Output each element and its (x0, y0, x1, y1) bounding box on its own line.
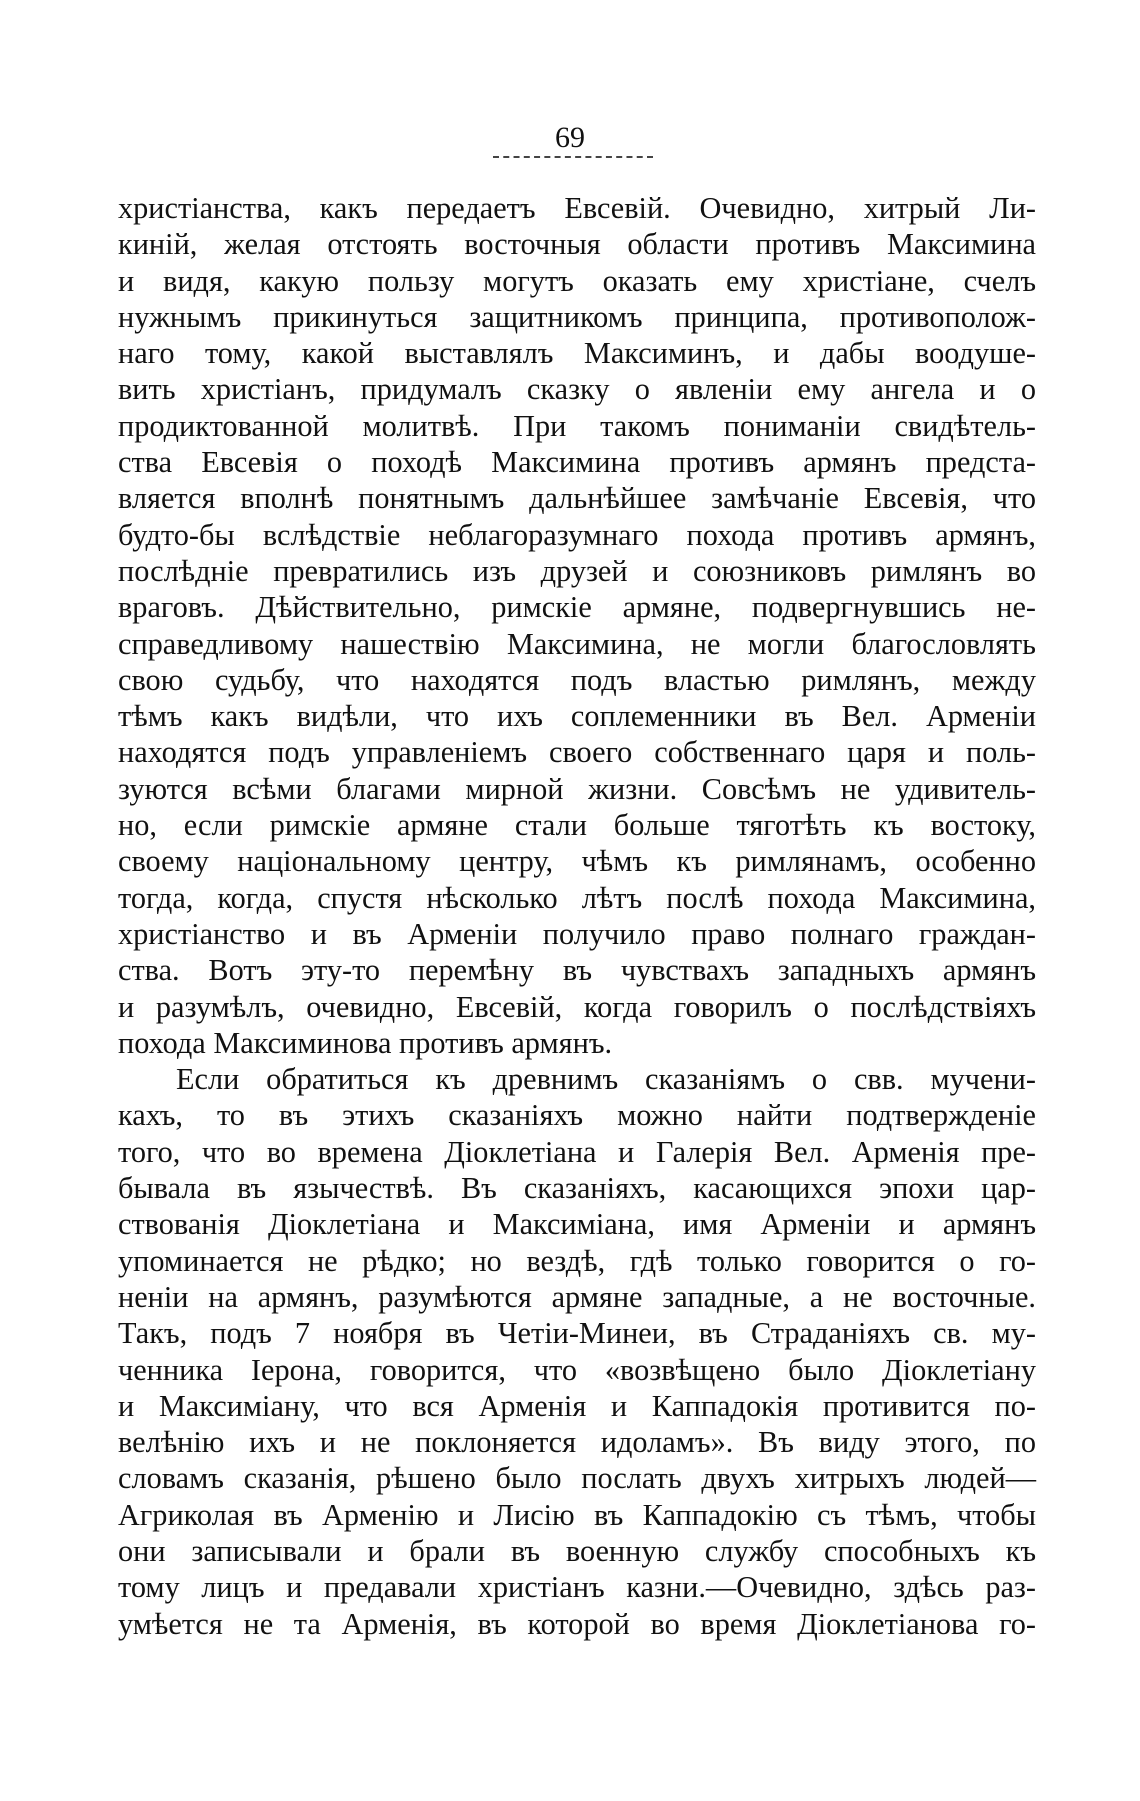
text-line: нужнымъ прикинуться защитникомъ принципа, противополож- (118, 299, 1036, 334)
page-number: 69 (555, 121, 585, 154)
text-line: словамъ сказанія, рѣшено было послать двухъ хитрыхъ людей— (118, 1461, 1036, 1496)
text-line: умѣется не та Арменія, въ которой во время Діоклетіанова го- (118, 1606, 1036, 1641)
text-line: справедливому нашествію Максимина, не могли благословлять (118, 626, 1036, 661)
text-line: но, если римскіе армяне стали больше тяготѣть къ востоку, (118, 808, 1036, 843)
text-line: своему національному центру, чѣмъ къ римлянамъ, особенно (118, 844, 1036, 879)
text-line: ствованія Діоклетіана и Максиміана, имя Арменіи и армянъ (118, 1207, 1036, 1242)
paragraph-start-line: Если обратиться къ древнимъ сказаніямъ о свв. мучени- (176, 1062, 1036, 1097)
text-line: враговъ. Дѣйствительно, римскіе армяне, подвергнувшись не- (118, 590, 1036, 625)
text-line: они записывали и брали въ военную службу способныхъ къ (118, 1533, 1036, 1568)
text-line: велѣнію ихъ и не поклоняется идоламъ». Въ виду этого, по (118, 1425, 1036, 1460)
text-line: вляется вполнѣ понятнымъ дальнѣйшее замѣчаніе Евсевія, что (118, 481, 1036, 516)
body-text (118, 190, 1036, 1642)
text-line: тому лицъ и предавали христіанъ казни.—Очевидно, здѣсь раз- (118, 1570, 1036, 1605)
text-line: неніи на армянъ, разумѣются армяне западные, а не восточные. (118, 1279, 1036, 1314)
text-line: свою судьбу, что находятся подъ властью римлянъ, между (118, 662, 1036, 697)
text-line: будто-бы вслѣдствіе неблагоразумнаго похода противъ армянъ, (118, 517, 1036, 552)
text-line: ства. Вотъ эту-то перемѣну въ чувствахъ западныхъ армянъ (118, 953, 1036, 988)
text-line: упоминается не рѣдко; но вездѣ, гдѣ только говорится о го- (118, 1243, 1036, 1278)
text-line: и видя, какую пользу могутъ оказать ему христіане, счелъ (118, 263, 1036, 298)
text-line: вить христіанъ, придумалъ сказку о явленіи ему ангела и о (118, 372, 1036, 407)
text-line: зуются всѣми благами мирной жизни. Совсѣмъ не удивитель- (118, 771, 1036, 806)
text-line: ченника Іерона, говорится, что «возвѣщено было Діоклетіану (118, 1352, 1036, 1387)
paragraph-end-line: похода Максиминова противъ армянъ. (118, 1025, 613, 1060)
text-line: тогда, когда, спустя нѣсколько лѣтъ послѣ похода Максимина, (118, 880, 1036, 915)
text-line: христіанство и въ Арменіи получило право полнаго граждан- (118, 916, 1036, 951)
text-line: Такъ, подъ 7 ноября въ Четіи-Минеи, въ Страданіяхъ св. му- (118, 1316, 1036, 1351)
text-line: послѣдніе превратились изъ друзей и союзниковъ римлянъ во (118, 553, 1036, 588)
text-line: того, что во времена Діоклетіана и Галерія Вел. Арменія пре- (118, 1134, 1036, 1169)
text-line: Агриколая въ Арменію и Лисію въ Каппадокію съ тѣмъ, чтобы (118, 1497, 1036, 1532)
text-line: киній, желая отстоять восточныя области противъ Максимина (118, 227, 1036, 262)
text-line: христіанства, какъ передаетъ Евсевій. Очевидно, хитрый Ли- (118, 191, 1036, 225)
text-line: бывала въ язычествѣ. Въ сказаніяхъ, касающихся эпохи цар- (118, 1171, 1036, 1206)
text-line: ства Евсевія о походѣ Максимина противъ армянъ предста- (118, 445, 1036, 480)
text-line: наго тому, какой выставлялъ Максиминъ, и дабы воодуше- (118, 336, 1036, 371)
text-line: кахъ, то въ этихъ сказаніяхъ можно найти подтвержденіе (118, 1098, 1036, 1133)
text-line: тѣмъ какъ видѣли, что ихъ соплеменники въ Вел. Арменіи (118, 699, 1036, 734)
text-line: и разумѣлъ, очевидно, Евсевій, когда говорилъ о послѣдствіяхъ (118, 989, 1036, 1024)
text-line: и Максиміану, что вся Арменія и Каппадокія противится по- (118, 1388, 1036, 1423)
text-line: продиктованной молитвѣ. При такомъ пониманіи свидѣтель- (118, 408, 1036, 443)
page-number-rule (493, 156, 653, 158)
text-line: находятся подъ управленіемъ своего собственнаго царя и поль- (118, 735, 1036, 770)
